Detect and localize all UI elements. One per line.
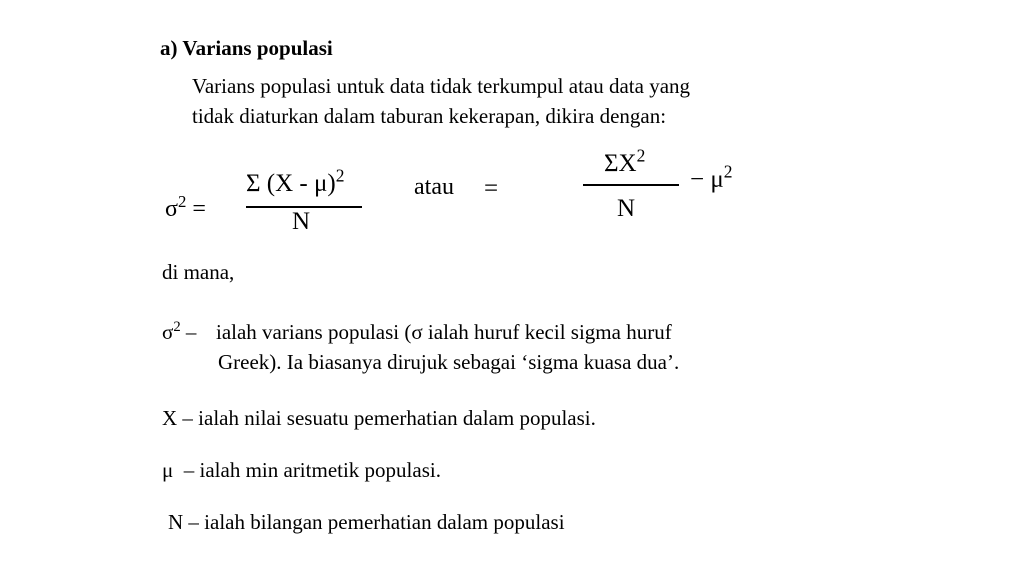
fraction2-bar: [583, 184, 679, 186]
fraction2-numerator-exponent: 2: [636, 145, 646, 166]
definition-sigma: [162, 318, 196, 347]
fraction1-numerator-text: Σ (X - μ): [246, 170, 336, 197]
fraction2-numerator-text: ΣX: [604, 150, 637, 177]
equals-sign-2: =: [484, 175, 499, 202]
mu-exponent: 2: [723, 161, 733, 182]
fraction1-numerator: [246, 165, 345, 198]
fraction1-numerator-exponent: 2: [335, 165, 345, 186]
fraction2-numerator: [604, 145, 646, 178]
section-heading: a) Varians populasi: [160, 36, 333, 60]
where-label: di mana,: [162, 260, 235, 284]
intro-line-1: Varians populasi untuk data tidak terkumpul atau data yang: [192, 74, 691, 98]
definition-sigma-exponent: 2: [173, 318, 181, 335]
definition-mu: [162, 456, 441, 485]
definition-x: [162, 404, 596, 433]
definition-sigma-dash: –: [185, 320, 197, 344]
lhs-equals: =: [192, 196, 206, 222]
definition-n-text: ialah bilangan pemerhatian dalam populasi: [204, 510, 565, 534]
definition-n-symbol: N: [168, 510, 184, 534]
definition-mu-symbol: μ: [162, 458, 174, 482]
intro-line-2: tidak diaturkan dalam taburan kekerapan, dikira dengan:: [192, 104, 667, 128]
definition-mu-text: ialah min aritmetik populasi.: [199, 458, 441, 482]
formula-lhs: [165, 191, 206, 223]
definition-sigma-line-2: Greek). Ia biasanya dirujuk sebagai ‘sigma kuasa dua’.: [218, 350, 680, 374]
mu-symbol: μ: [710, 166, 724, 193]
definition-mu-dash: –: [183, 458, 195, 482]
sigma-exponent: 2: [177, 191, 187, 211]
definition-sigma-line-1: ialah varians populasi (σ ialah huruf kecil sigma huruf: [216, 320, 672, 344]
minus-sign: −: [690, 166, 705, 193]
fraction1-denominator: N: [292, 208, 311, 235]
definition-x-text: ialah nilai sesuatu pemerhatian dalam populasi.: [198, 406, 596, 430]
sigma-symbol: σ: [165, 196, 178, 222]
definition-sigma-symbol: σ: [162, 320, 174, 344]
minus-mu-squared: [690, 161, 733, 194]
or-word: atau: [414, 174, 454, 200]
definition-x-symbol: X: [162, 406, 178, 430]
fraction2-denominator: N: [617, 195, 636, 222]
definition-n-dash: –: [188, 510, 199, 534]
definition-n: [168, 508, 565, 537]
definition-x-dash: –: [182, 406, 193, 430]
